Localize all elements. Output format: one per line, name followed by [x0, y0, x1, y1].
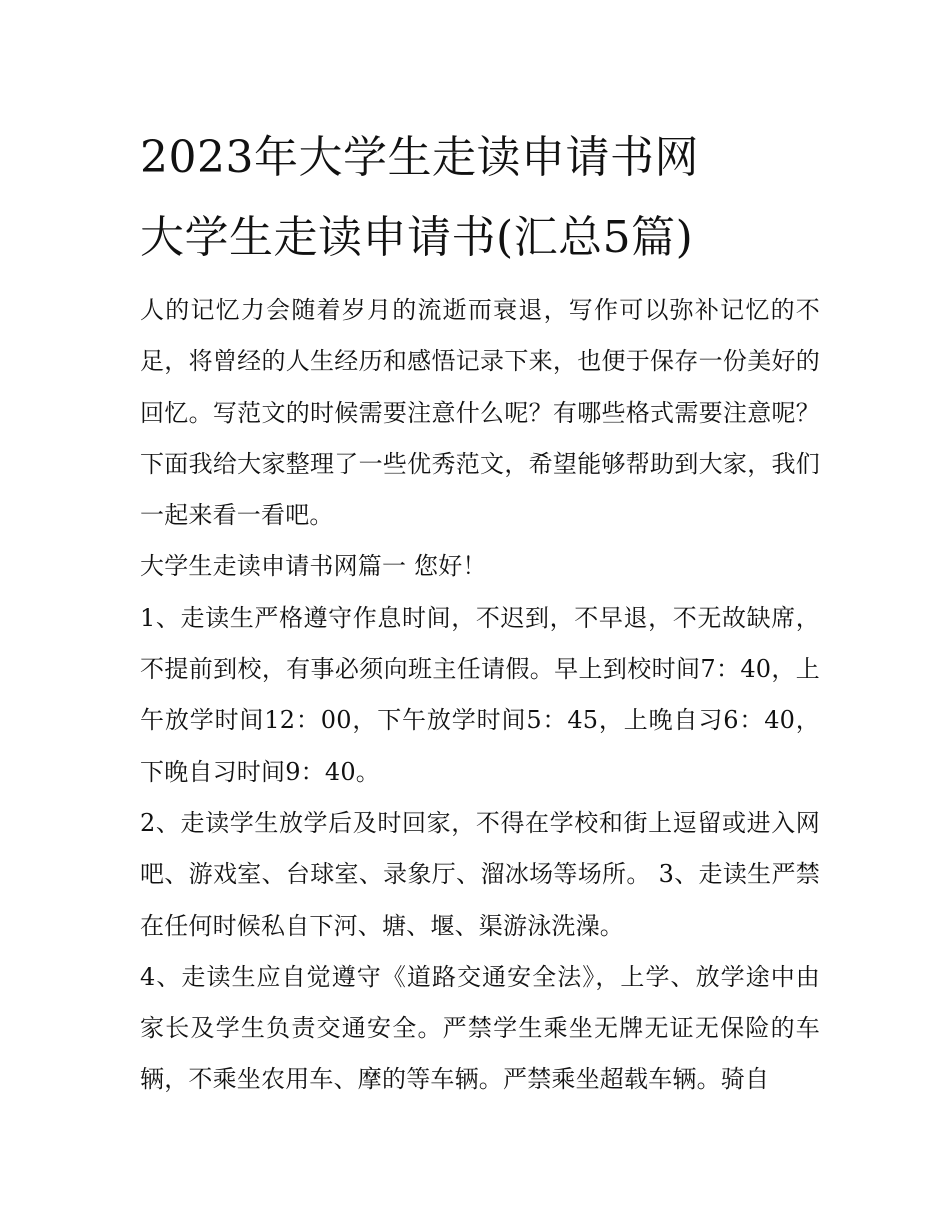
- document-page: [140, 118, 820, 1106]
- paragraph-item-2-3: 2、走读学生放学后及时回家，不得在学校和街上逗留或进入网吧、游戏室、台球室、录象厅、溜冰场等场所。 3、走读生严禁在任何时候私自下河、塘、堰、渠游泳洗澡。: [140, 808, 820, 940]
- title-line-1: 2023年大学生走读申请书网: [140, 132, 699, 183]
- paragraph-item-4: 4、走读生应自觉遵守《道路交通安全法》，上学、放学途中由家长及学生负责交通安全。严禁学生乘坐无牌无证无保险的车辆，不乘坐农用车、摩的等车辆。严禁乘坐超载车辆。骑自: [140, 962, 820, 1094]
- title-line-2: 大学生走读申请书(汇总5篇): [140, 212, 694, 263]
- document-body: [140, 285, 820, 1106]
- paragraph-section-heading: 大学生走读申请书网篇一 您好！: [140, 552, 487, 581]
- paragraph-item-1: 1、走读生严格遵守作息时间，不迟到，不早退，不无故缺席，不提前到校，有事必须向班主任请假。早上到校时间7：40，上午放学时间12：00，下午放学时间5：45，上晚自习6：40，下晚自习时间9：40。: [140, 603, 820, 786]
- document-title: [140, 118, 820, 278]
- paragraph-intro: 人的记忆力会随着岁月的流逝而衰退，写作可以弥补记忆的不足，将曾经的人生经历和感悟记录下来，也便于保存一份美好的回忆。写范文的时候需要注意什么呢？有哪些格式需要注意呢？下面我给大家整理了一些优秀范文，希望能够帮助到大家，我们一起来看一看吧。: [140, 296, 820, 530]
